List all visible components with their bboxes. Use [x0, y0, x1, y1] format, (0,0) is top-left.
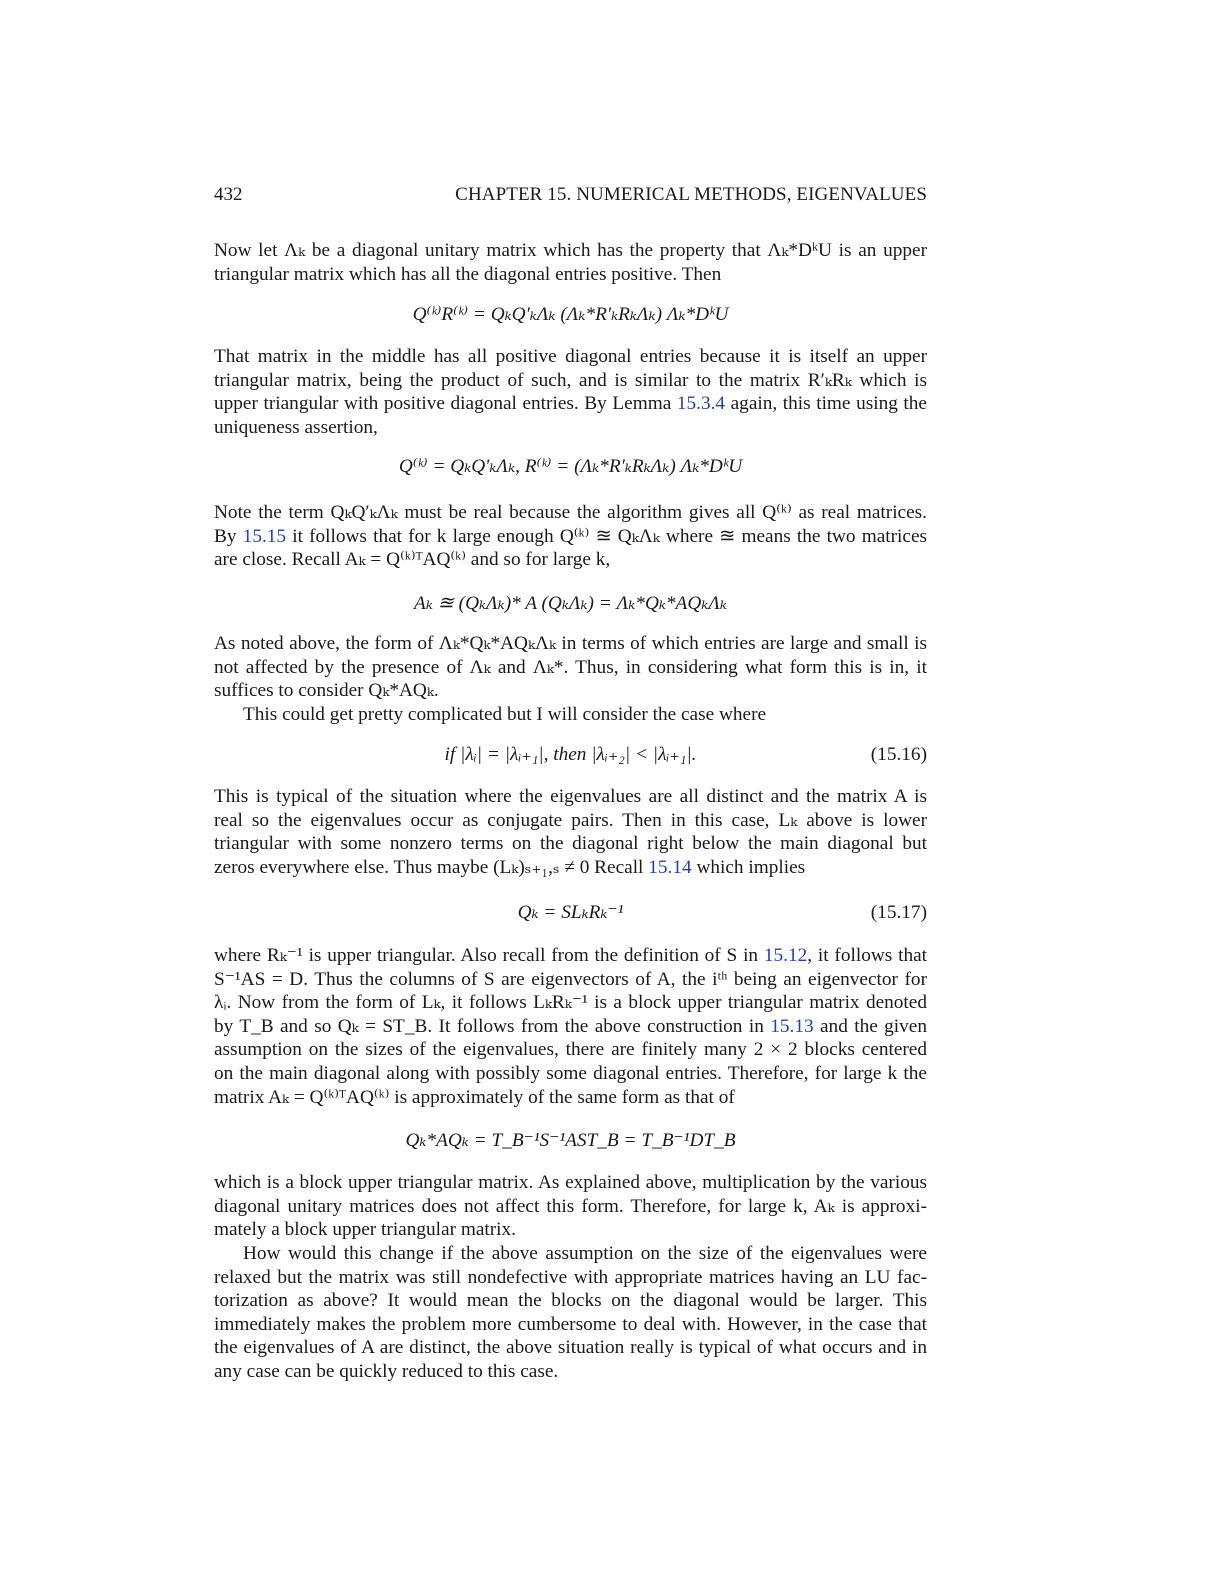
equation-number: (15.16)	[870, 744, 927, 765]
equation-link[interactable]: 15.12	[763, 945, 808, 966]
paragraph-7	[214, 944, 927, 1109]
text-line	[214, 944, 927, 968]
text-line: immediately makes the problem more cumbersome to deal with. However, in the case that	[214, 1313, 927, 1335]
text-line: mately a block upper triangular matrix.	[214, 1219, 516, 1241]
equation-text: Qₖ*AQₖ = T_B⁻¹S⁻¹AST_B = T_B⁻¹DT_B	[405, 1130, 736, 1151]
paragraph-9	[214, 1242, 927, 1384]
equation-number: (15.17)	[870, 902, 927, 923]
text-line: are close. Recall Aₖ = Q⁽ᵏ⁾ᵀAQ⁽ᵏ⁾ and so for large k,	[214, 549, 611, 571]
text-line: triangular matrix which has all the diagonal entries positive. Then	[214, 263, 722, 285]
equation-text: Aₖ ≊ (QₖΛₖ)* A (QₖΛₖ) = Λₖ*Qₖ*AQₖΛₖ	[414, 593, 727, 614]
text-line: λᵢ. Now from the form of Lₖ, it follows LₖRₖ⁻¹ is a block upper triangular matrix denoted	[214, 992, 927, 1014]
chapter-title: CHAPTER 15. NUMERICAL METHODS, EIGENVALUES	[455, 184, 927, 205]
text-run: where Rₖ⁻¹ is upper triangular. Also recall from the definition of S in	[214, 945, 764, 966]
page-number: 432	[214, 184, 243, 205]
equation-6	[214, 1126, 927, 1156]
equation-2	[214, 452, 927, 482]
text-line: Note the term QₖQ′ₖΛₖ must be real because the algorithm gives all Q⁽ᵏ⁾ as real matrices.	[214, 502, 927, 523]
paragraph-4	[214, 632, 927, 703]
text-line: torization as above? It would mean the blocks on the diagonal would be larger. This	[214, 1290, 927, 1312]
text-line: Now let Λₖ be a diagonal unitary matrix which has the property that Λₖ*DᵏU is an upper	[214, 240, 927, 261]
text-line: How would this change if the above assumption on the size of the eigenvalues were	[243, 1243, 927, 1264]
paragraph-6	[214, 785, 927, 879]
paragraph-1	[214, 239, 927, 286]
equation-15-17	[214, 898, 927, 928]
text-run: , it follows that	[807, 945, 927, 966]
equation-text: Qₖ = SLₖRₖ⁻¹	[517, 902, 624, 923]
equation-text: if |λᵢ| = |λᵢ₊₁|, then |λᵢ₊₂| < |λᵢ₊₁|.	[444, 744, 697, 765]
running-header	[214, 184, 927, 208]
text-line: which is a block upper triangular matrix. As explained above, multiplication by the various	[214, 1172, 927, 1193]
text-line: any case can be quickly reduced to this case.	[214, 1360, 559, 1382]
equation-text: Q⁽ᵏ⁾R⁽ᵏ⁾ = QₖQ′ₖΛₖ (Λₖ*R′ₖRₖΛₖ) Λₖ*DᵏU	[412, 304, 729, 325]
text-line: uniqueness assertion,	[214, 416, 378, 438]
text-line: relaxed but the matrix was still nondefective with appropriate matrices having an LU fac-	[214, 1266, 927, 1288]
text-line: As noted above, the form of Λₖ*Qₖ*AQₖΛₖ in terms of which entries are large and small is	[214, 633, 927, 654]
text-run: it follows that for k large enough Q⁽ᵏ⁾ ≊ QₖΛₖ where ≊ means the two matrices	[286, 525, 928, 547]
paragraph-8	[214, 1171, 927, 1242]
text-line	[214, 525, 927, 549]
text-line: real so the eigenvalues occur as conjugate pairs. Then in this case, Lₖ above is lower	[214, 809, 927, 831]
equation-15-16	[214, 740, 927, 770]
text-line	[214, 1015, 927, 1039]
paragraph-5	[214, 703, 927, 727]
paragraph-2	[214, 345, 927, 439]
text-line: matrix Aₖ = Q⁽ᵏ⁾ᵀAQ⁽ᵏ⁾ is approximately of the same form as that of	[214, 1086, 735, 1108]
text-line: diagonal unitary matrices does not affect this form. Therefore, for large k, Aₖ is approxi-	[214, 1195, 927, 1217]
text-line: triangular with some nonzero terms on the diagonal right below the main diagonal but	[214, 833, 927, 855]
text-line: the eigenvalues of A are distinct, the above situation really is typical of what occurs and in	[214, 1337, 927, 1359]
equation-1	[214, 300, 927, 330]
equation-link[interactable]: 15.15	[242, 525, 287, 547]
text-line: assumption on the sizes of the eigenvalues, there are finitely many 2 × 2 blocks centered	[214, 1039, 927, 1061]
equation-text: Q⁽ᵏ⁾ = QₖQ′ₖΛₖ, R⁽ᵏ⁾ = (Λₖ*R′ₖRₖΛₖ) Λₖ*DᵏU	[398, 456, 743, 477]
lemma-link[interactable]: 15.3.4	[676, 393, 726, 415]
equation-link[interactable]: 15.13	[770, 1015, 814, 1037]
text-run: which implies	[691, 856, 806, 878]
equation-link[interactable]: 15.14	[648, 856, 692, 878]
text-line	[214, 392, 927, 416]
text-line: This could get pretty complicated but I will consider the case where	[243, 704, 767, 725]
text-run: again, this time using the	[725, 393, 927, 415]
text-line: not affected by the presence of Λₖ and Λₖ*. Thus, in considering what form this is in, it	[214, 656, 927, 678]
text-run: By	[214, 525, 243, 547]
text-run: and the given	[813, 1015, 927, 1037]
text-run: upper triangular with positive diagonal entries. By Lemma	[214, 393, 677, 415]
text-line: This is typical of the situation where the eigenvalues are all distinct and the matrix A is	[214, 786, 927, 807]
paragraph-3	[214, 501, 927, 572]
text-run: zeros everywhere else. Thus maybe (Lₖ)ₛ₊₁,ₛ ≠ 0 Recall	[214, 856, 649, 878]
text-line: triangular matrix, being the product of such, and is similar to the matrix R′ₖRₖ which is	[214, 369, 927, 391]
text-line: S⁻¹AS = D. Thus the columns of S are eigenvectors of A, the iᵗʰ being an eigenvector for	[214, 968, 927, 990]
equation-3	[214, 589, 927, 619]
text-run: by T_B and so Qₖ = ST_B. It follows from the above construction in	[214, 1015, 771, 1037]
text-line: on the main diagonal along with possibly some diagonal entries. Therefore, for large k the	[214, 1062, 927, 1084]
text-line	[214, 856, 927, 880]
text-line: That matrix in the middle has all positive diagonal entries because it is itself an upper	[214, 346, 927, 367]
text-line: suffices to consider Qₖ*AQₖ.	[214, 680, 439, 702]
